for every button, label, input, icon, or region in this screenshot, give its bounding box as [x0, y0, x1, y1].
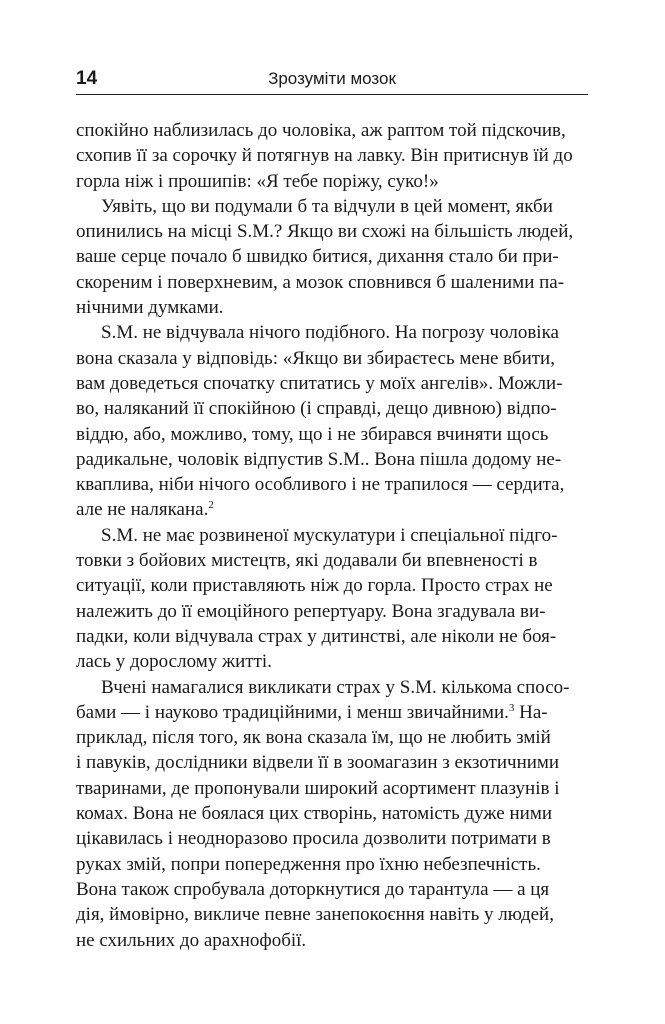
text-line [76, 320, 588, 345]
text-line [76, 548, 588, 573]
line-text: товки з бойових мистецтв, які додавали би впевненості в [76, 550, 538, 572]
line-text: падки, коли відчувала страх у дитинстві, але ніколи не боя- [76, 625, 557, 647]
text-line [76, 649, 588, 674]
text-line [76, 599, 588, 624]
text-line [76, 371, 588, 396]
text-line [76, 902, 588, 927]
text-line [76, 118, 588, 143]
text-line [76, 928, 588, 953]
line-text: Вчені намагалися викликати страх у S.M. кількома спосо- [101, 676, 570, 698]
line-text: скореним і поверхневим, а мозок сповнився б шаленими па- [76, 271, 565, 293]
line-text: дія, ймовірно, викличе певне занепокоєння навіть у людей, [76, 904, 554, 926]
line-text: вам доведеться спочатку спитатись у моїх ангелів». Можли- [76, 372, 563, 394]
line-text: радикальне, чоловік відпустив S.M.. Вона пішла додому не- [76, 448, 562, 470]
text-line [76, 270, 588, 295]
paragraph [76, 194, 588, 320]
line-text: і павуків, дослідники відвели її в зоомагазин з екзотичними [76, 752, 560, 774]
line-text: схопив її за сорочку й потягнув на лавку. Він притиснув їй до [76, 145, 573, 167]
text-line [76, 750, 588, 775]
running-title: Зрозуміти мозок [268, 69, 396, 88]
text-line [76, 675, 588, 700]
paragraph [76, 523, 588, 675]
paragraph [76, 675, 588, 953]
footnote-ref[interactable]: 3 [508, 701, 515, 714]
line-text: кваплива, ніби нічого особливого і не трапилося — сердита, [76, 474, 565, 496]
text-line [76, 624, 588, 649]
line-text: вона сказала у відповідь: «Якщо ви збираєтесь мене вбити, [76, 347, 555, 369]
line-text: На- [514, 701, 548, 723]
line-text: спокійно наблизилась до чоловіка, аж раптом той підскочив, [76, 120, 566, 141]
text-line [76, 346, 588, 371]
paragraph [76, 320, 588, 522]
line-text: лась у дорослому житті. [76, 651, 272, 673]
text-line [76, 573, 588, 598]
line-text: але не налякана. [76, 499, 209, 521]
line-text: тваринами, де пропонували широкий асортимент плазунів і [76, 777, 560, 799]
text-line [76, 194, 588, 219]
text-line [76, 497, 588, 522]
line-text: Уявіть, що ви подумали б та відчули в цей момент, якби [101, 195, 553, 217]
line-text: S.M. не має розвиненої мускулатури і спеціальної підго- [101, 524, 558, 546]
text-line [76, 472, 588, 497]
text-line [76, 169, 588, 194]
line-text: во, наляканий її спокійною (і справді, дещо дивною) відпо- [76, 398, 557, 420]
line-text: руках змій, попри попередження про їхню небезпечність. [76, 853, 541, 875]
line-text: опинились на місці S.M.? Якщо ви схожі на більшість людей, [76, 221, 574, 243]
line-text: ситуації, коли приставляють ніж до горла. Просто страх не [76, 575, 553, 597]
line-text: належить до її емоційного репертуару. Вона згадувала ви- [76, 600, 546, 622]
text-line [76, 396, 588, 421]
line-text: Вона також спробувала доторкнутися до тарантула — а ця [76, 878, 550, 900]
page-number: 14 [76, 68, 98, 89]
text-line [76, 826, 588, 851]
text-line [76, 852, 588, 877]
line-text: не схильних до арахнофобії. [76, 929, 307, 951]
text-line [76, 143, 588, 168]
line-text: горла ніж і прошипів: «Я тебе поріжу, суко!» [76, 170, 439, 192]
text-line [76, 801, 588, 826]
text-line [76, 725, 588, 750]
line-text: віддю, або, можливо, тому, що і не збирався вчиняти щось [76, 423, 549, 445]
line-text: приклад, після того, як вона сказала їм, що не любить змій [76, 727, 551, 749]
line-text: нічними думками. [76, 297, 224, 319]
text-line [76, 700, 588, 725]
line-text: цікавилась і неодноразово просила дозволити потримати в [76, 828, 551, 850]
text-line [76, 877, 588, 902]
line-text: бами — і науково традиційними, і менш звичайними. [76, 701, 509, 723]
text-line [76, 219, 588, 244]
paragraph [76, 118, 588, 194]
text-line [76, 295, 588, 320]
text-line [76, 244, 588, 269]
line-text: комах. Вона не боялася цих створінь, натомість дуже ними [76, 803, 553, 825]
text-line [76, 776, 588, 801]
line-text: ваше серце почало б швидко битися, дихання стало би при- [76, 246, 559, 268]
running-header [76, 66, 588, 95]
line-text: S.M. не відчувала нічого подібного. На погрозу чоловіка [101, 322, 559, 344]
text-line [76, 422, 588, 447]
body-text [76, 118, 588, 953]
text-line [76, 447, 588, 472]
footnote-ref[interactable]: 2 [208, 499, 214, 512]
text-line [76, 523, 588, 548]
